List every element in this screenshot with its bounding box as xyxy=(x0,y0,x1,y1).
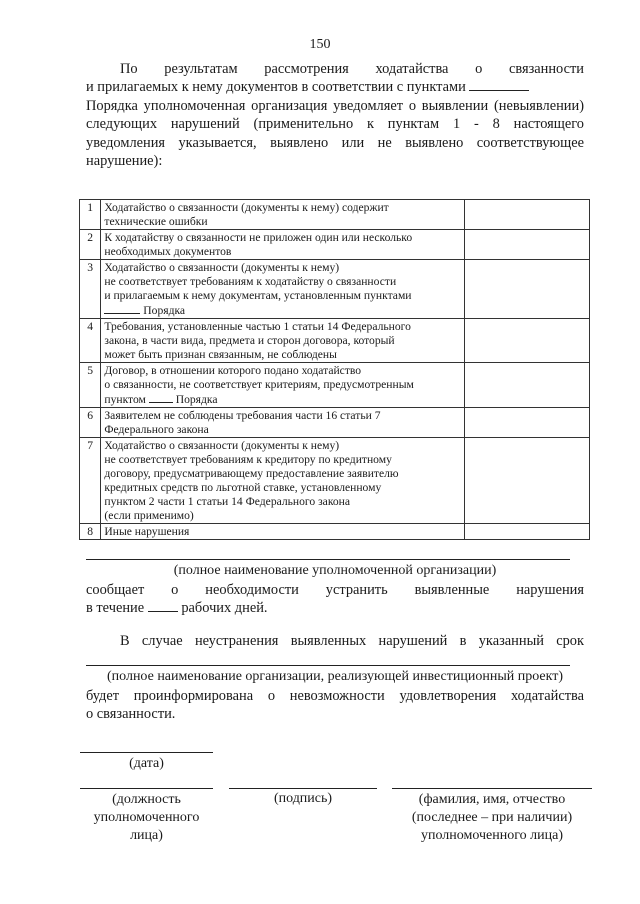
table-row xyxy=(80,524,590,540)
table-row xyxy=(80,363,590,408)
table-row xyxy=(80,319,590,363)
row-number: 1 xyxy=(80,200,101,230)
row-text: Ходатайство о связанности (документы к нему) содержит технические ошибки xyxy=(101,200,464,230)
row-number: 5 xyxy=(80,363,101,408)
row-number: 7 xyxy=(80,438,101,524)
row-result-cell xyxy=(464,200,589,230)
row-result-cell xyxy=(464,260,589,319)
row-result-cell xyxy=(464,408,589,438)
deadline-line: в течение рабочих дней. xyxy=(86,600,268,616)
table-row xyxy=(80,230,590,260)
table-row xyxy=(80,438,590,524)
blank-underline xyxy=(104,303,140,314)
row-number: 2 xyxy=(80,230,101,260)
intro-line-1: По результатам рассмотрения ходатайства о связанности xyxy=(120,61,584,77)
row-result-cell xyxy=(464,438,589,524)
row-result-cell xyxy=(464,524,589,540)
row-text: Заявителем не соблюдены требования части 16 статьи 7 Федерального закона xyxy=(101,408,464,438)
org-name-line xyxy=(86,559,570,560)
row-result-cell xyxy=(464,319,589,363)
fullname-line xyxy=(392,788,592,789)
row-number: 4 xyxy=(80,319,101,363)
days-blank xyxy=(148,599,178,612)
row-number: 3 xyxy=(80,260,101,319)
page-number: 150 xyxy=(309,37,331,52)
investor-name-caption: (полное наименование организации, реализующей инвестиционный проект) xyxy=(106,669,564,684)
row-text: Договор, в отношении которого подано ходатайство о связанности, не соответствует критериям, предусмотренным пунктом Порядка xyxy=(101,363,464,408)
intro-line-2: и прилагаемых к нему документов в соответствии с пунктами xyxy=(86,78,584,96)
date-line xyxy=(80,752,213,753)
row-number: 6 xyxy=(80,408,101,438)
notice-line: сообщает о необходимости устранить выявленные нарушения xyxy=(86,582,584,598)
table-row xyxy=(80,200,590,230)
position-caption: (должность уполномоченного лица) xyxy=(93,792,200,843)
fullname-caption: (фамилия, имя, отчество (последнее – при наличии) уполномоченного лица) xyxy=(411,792,573,843)
blank-underline xyxy=(149,392,173,403)
intro-paragraph xyxy=(86,60,584,170)
table-row xyxy=(80,260,590,319)
position-line xyxy=(80,788,213,789)
row-text: К ходатайству о связанности не приложен один или несколько необходимых документов xyxy=(101,230,464,260)
row-text: Ходатайство о связанности (документы к нему) не соответствует требованиям к кредитору по кредитному договору, предусматривающему предоставление заявителю кредитных средств по льготной ставке, установленному пунктом 2 части 1 статьи 14 Федерального закона (если применимо) xyxy=(101,438,464,524)
table-row xyxy=(80,408,590,438)
investor-name-line xyxy=(86,665,570,666)
signature-line xyxy=(229,788,377,789)
row-result-cell xyxy=(464,230,589,260)
row-text: Иные нарушения xyxy=(101,524,464,540)
violations-table xyxy=(79,199,590,540)
row-text: Ходатайство о связанности (документы к нему) не соответствует требованиям к ходатайству о связанности и прилагаемым к нему документам, установленным пунктами Порядка xyxy=(101,260,464,319)
failure-line-1: В случае неустранения выявленных нарушений в указанный срок xyxy=(120,633,584,649)
signature-caption: (подпись) xyxy=(273,791,333,806)
org-name-caption: (полное наименование уполномоченной организации) xyxy=(173,563,497,578)
intro-rest: Порядка уполномоченная организация уведомляет о выявлении (невыявлении) следующих нарушений (применительно к пунктам 1 - 8 настоящего уведомления указывается, выявлено или не выявлено соответствующее нарушение): xyxy=(86,97,584,170)
failure-line-3: о связанности. xyxy=(86,706,176,722)
row-text: Требования, установленные частью 1 статьи 14 Федерального закона, в части вида, предмета и сторон договора, который может быть признан связанным, не соблюдены xyxy=(101,319,464,363)
points-blank xyxy=(469,78,529,91)
row-number: 8 xyxy=(80,524,101,540)
date-caption: (дата) xyxy=(129,756,164,771)
row-result-cell xyxy=(464,363,589,408)
failure-line-2: будет проинформирована о невозможности удовлетворения ходатайства xyxy=(86,688,584,704)
